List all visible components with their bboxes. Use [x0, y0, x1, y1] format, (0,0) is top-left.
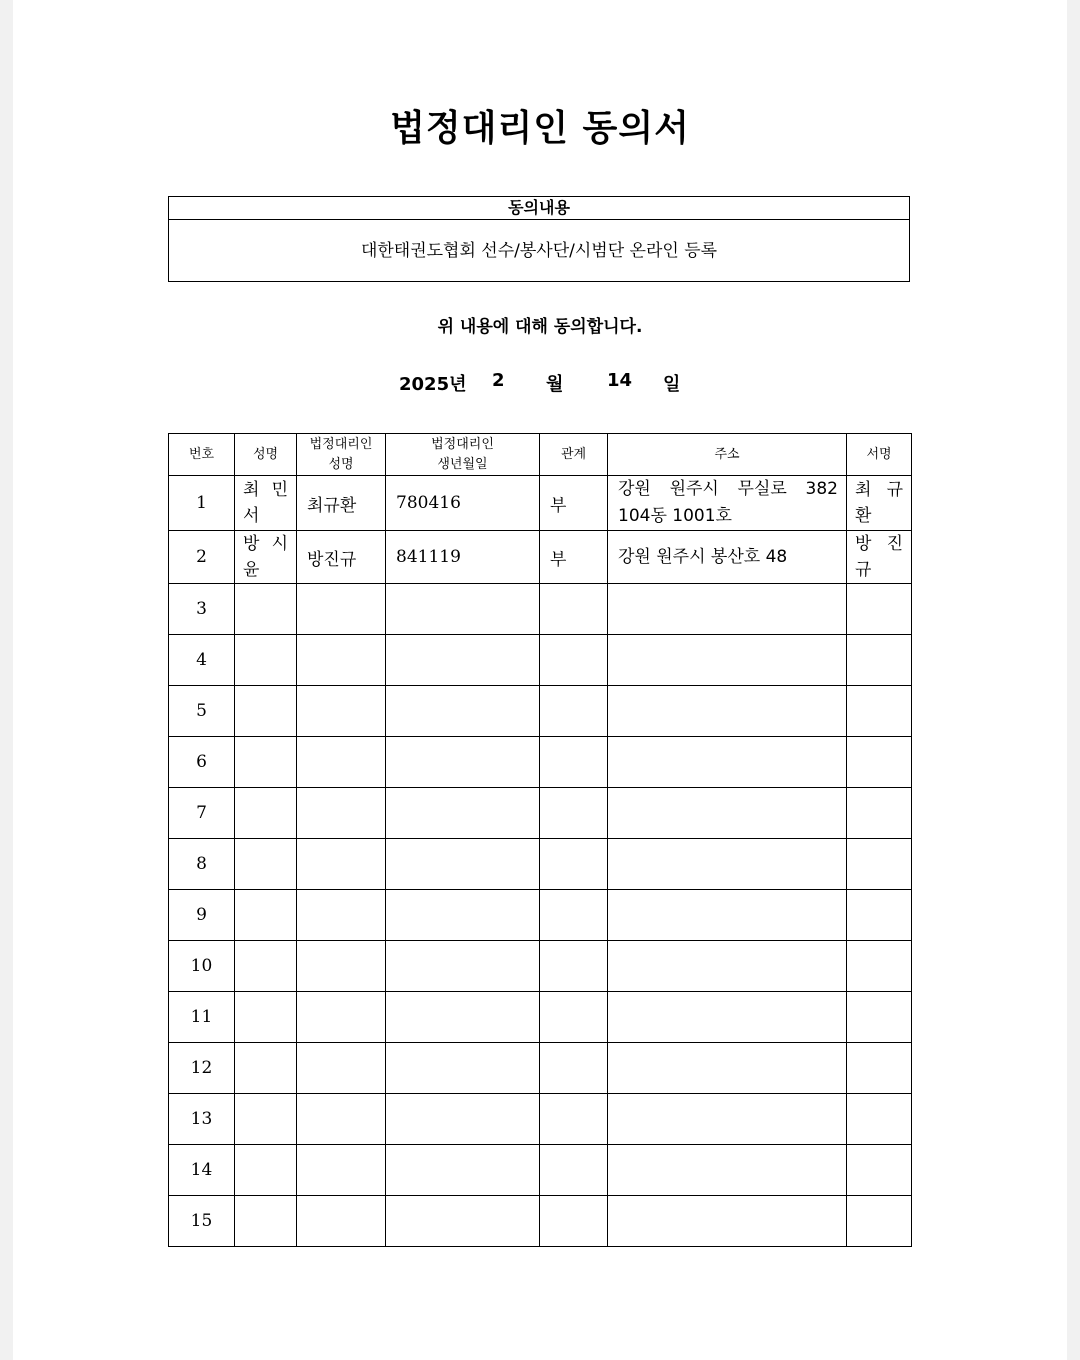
cell-signature [847, 1196, 912, 1247]
table-row [169, 941, 912, 992]
cell-address [608, 584, 847, 635]
cell-address [608, 788, 847, 839]
date-day-value: 14 [607, 370, 633, 391]
cell-signature [847, 584, 912, 635]
cell-name [235, 737, 297, 788]
cell-relation [540, 992, 608, 1043]
consent-body: 대한태권도협회 선수/봉사단/시범단 온라인 등록 [360, 241, 718, 261]
table-row [169, 1196, 912, 1247]
cell-signature [847, 1145, 912, 1196]
cell-name: 방 시 윤 [235, 531, 297, 584]
table-row [169, 737, 912, 788]
cell-number: 7 [169, 788, 235, 839]
cell-guardian-birth [386, 584, 540, 635]
cell-guardian-name [297, 941, 386, 992]
cell-guardian-name [297, 1094, 386, 1145]
cell-address [608, 941, 847, 992]
cell-name [235, 1196, 297, 1247]
cell-address [608, 737, 847, 788]
address-line2: 104동 1001호 [618, 506, 732, 526]
cell-guardian-birth [386, 1094, 540, 1145]
cell-number: 6 [169, 737, 235, 788]
cell-number: 8 [169, 839, 235, 890]
date-day-unit: 일 [663, 374, 681, 395]
cell-number: 2 [169, 531, 235, 584]
cell-name: 최 민 서 [235, 476, 297, 531]
cell-address [608, 1094, 847, 1145]
cell-name [235, 992, 297, 1043]
header-guardian-name-line1: 법정대리인 [309, 436, 373, 452]
guardian-table [168, 433, 912, 1247]
header-relation: 관계 [540, 434, 608, 476]
cell-address [608, 476, 847, 531]
document-page [13, 0, 1067, 1360]
cell-address [608, 839, 847, 890]
header-guardian-name [297, 434, 386, 476]
cell-guardian-name [297, 890, 386, 941]
cell-relation [540, 839, 608, 890]
cell-guardian-birth [386, 635, 540, 686]
table-row [169, 890, 912, 941]
cell-name [235, 1145, 297, 1196]
cell-guardian-birth [386, 1196, 540, 1247]
cell-relation [540, 737, 608, 788]
header-number: 번호 [169, 434, 235, 476]
cell-relation [540, 1094, 608, 1145]
table-row [169, 531, 912, 584]
header-guardian-name-line2: 성명 [328, 456, 354, 472]
cell-signature: 최 규 환 [847, 476, 912, 531]
header-guardian-birth-line1: 법정대리인 [431, 436, 494, 452]
cell-relation [540, 1043, 608, 1094]
header-address: 주소 [608, 434, 847, 476]
cell-guardian-name [297, 635, 386, 686]
cell-number: 14 [169, 1145, 235, 1196]
cell-guardian-name [297, 839, 386, 890]
cell-address [608, 890, 847, 941]
document-title: 법정대리인 동의서 [390, 108, 690, 149]
cell-number: 3 [169, 584, 235, 635]
cell-name [235, 788, 297, 839]
consent-header: 동의내용 [169, 197, 909, 220]
cell-name [235, 890, 297, 941]
table-row [169, 1145, 912, 1196]
cell-relation [540, 788, 608, 839]
cell-guardian-name [297, 1196, 386, 1247]
cell-signature [847, 941, 912, 992]
address-line1: 강원 원주시 무실로 382 [618, 479, 838, 499]
cell-number: 15 [169, 1196, 235, 1247]
cell-guardian-name: 최규환 [297, 476, 386, 531]
cell-relation [540, 941, 608, 992]
date-month-unit: 월 [546, 374, 564, 395]
cell-guardian-birth [386, 992, 540, 1043]
cell-number: 4 [169, 635, 235, 686]
cell-guardian-birth [386, 686, 540, 737]
cell-number: 1 [169, 476, 235, 531]
cell-guardian-birth [386, 1145, 540, 1196]
cell-signature [847, 788, 912, 839]
cell-address [608, 686, 847, 737]
cell-guardian-birth [386, 890, 540, 941]
agreement-statement: 위 내용에 대해 동의합니다. [437, 317, 643, 337]
cell-guardian-name [297, 1043, 386, 1094]
cell-name [235, 1043, 297, 1094]
cell-relation [540, 890, 608, 941]
date-year: 2025년 [399, 374, 467, 395]
cell-address [608, 531, 847, 584]
cell-relation [540, 1196, 608, 1247]
table-row [169, 788, 912, 839]
cell-guardian-name [297, 584, 386, 635]
table-row [169, 635, 912, 686]
cell-guardian-name [297, 686, 386, 737]
cell-guardian-birth [386, 941, 540, 992]
cell-address [608, 992, 847, 1043]
cell-guardian-birth [386, 788, 540, 839]
cell-address [608, 1043, 847, 1094]
cell-number: 11 [169, 992, 235, 1043]
address-line1: 강원 원주시 봉산호 48 [618, 546, 788, 567]
cell-signature [847, 737, 912, 788]
cell-number: 9 [169, 890, 235, 941]
cell-guardian-birth [386, 737, 540, 788]
cell-address [608, 635, 847, 686]
cell-guardian-birth [386, 1043, 540, 1094]
cell-name [235, 1094, 297, 1145]
cell-signature [847, 839, 912, 890]
cell-guardian-birth: 780416 [386, 476, 540, 531]
consent-box [168, 196, 910, 282]
cell-address [608, 1145, 847, 1196]
cell-name [235, 839, 297, 890]
cell-name [235, 584, 297, 635]
cell-name [235, 941, 297, 992]
cell-relation [540, 584, 608, 635]
cell-signature [847, 686, 912, 737]
cell-relation [540, 686, 608, 737]
cell-relation: 부 [540, 476, 608, 531]
cell-relation [540, 1145, 608, 1196]
cell-guardian-name [297, 788, 386, 839]
cell-address [608, 1196, 847, 1247]
cell-guardian-name [297, 992, 386, 1043]
table-row [169, 476, 912, 531]
header-signature: 서명 [847, 434, 912, 476]
cell-signature [847, 890, 912, 941]
cell-number: 10 [169, 941, 235, 992]
cell-name [235, 686, 297, 737]
cell-signature [847, 635, 912, 686]
table-row [169, 1043, 912, 1094]
cell-number: 5 [169, 686, 235, 737]
cell-guardian-birth [386, 839, 540, 890]
cell-guardian-birth: 841119 [386, 531, 540, 584]
table-row [169, 584, 912, 635]
header-name: 성명 [235, 434, 297, 476]
table-row [169, 839, 912, 890]
cell-relation: 부 [540, 531, 608, 584]
cell-guardian-name: 방진규 [297, 531, 386, 584]
table-row [169, 686, 912, 737]
date-month-value: 2 [492, 370, 505, 391]
cell-name [235, 635, 297, 686]
cell-signature [847, 1094, 912, 1145]
cell-guardian-name [297, 737, 386, 788]
cell-signature [847, 992, 912, 1043]
cell-guardian-name [297, 1145, 386, 1196]
header-guardian-birth-line2: 생년월일 [437, 456, 488, 472]
table-row [169, 992, 912, 1043]
cell-number: 13 [169, 1094, 235, 1145]
cell-signature: 방 진 규 [847, 531, 912, 584]
table-row [169, 1094, 912, 1145]
cell-number: 12 [169, 1043, 235, 1094]
cell-signature [847, 1043, 912, 1094]
header-guardian-birth [386, 434, 540, 476]
table-header-row [169, 434, 912, 476]
cell-relation [540, 635, 608, 686]
